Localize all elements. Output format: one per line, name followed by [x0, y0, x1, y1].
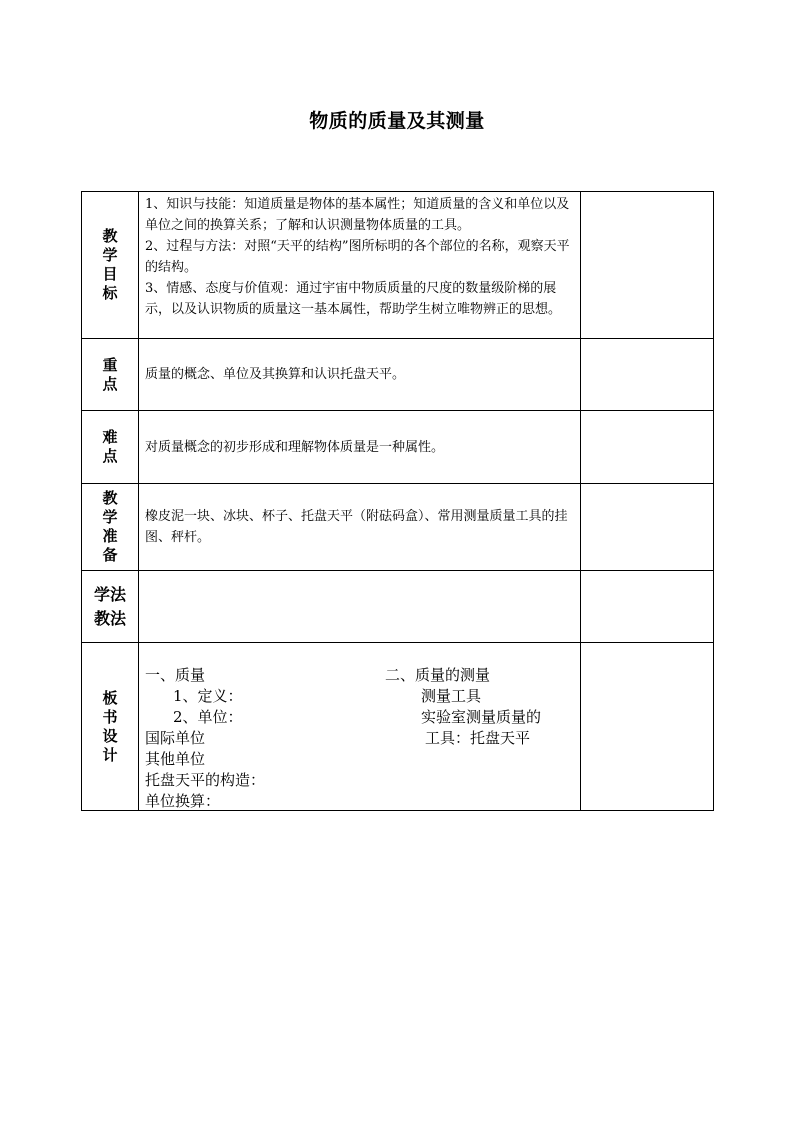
- row-board-design: [82, 643, 714, 811]
- label-board-design: 板书设计: [82, 643, 139, 811]
- notes-methods: [581, 571, 714, 643]
- objective-line-2: 2、过程与方法：对照“天平的结构”图所标明的各个部位的名称，观察天平的结构。: [145, 239, 570, 275]
- label-methods: 学法教法: [82, 571, 139, 643]
- board-left-2: 1、定义：: [173, 687, 243, 705]
- notes-board-design: [581, 643, 714, 811]
- content-key-points: 质量的概念、单位及其换算和认识托盘天平。: [139, 339, 581, 411]
- label-difficulties: 难点: [82, 411, 139, 484]
- content-objectives: [139, 192, 581, 339]
- content-methods: [139, 571, 581, 643]
- board-right-1: 二、质量的测量: [385, 666, 491, 684]
- row-difficulties: [82, 411, 714, 484]
- notes-difficulties: [581, 411, 714, 484]
- content-board-design: [139, 643, 581, 811]
- content-preparation: 橡皮泥一块、冰块、杯子、托盘天平（附砝码盒）、常用测量质量工具的挂图、秤杆。: [139, 484, 581, 571]
- page-title: 物质的质量及其测量: [309, 110, 485, 132]
- board-left-4: 国际单位: [145, 729, 206, 747]
- objective-line-3: 3、情感、态度与价值观：通过宇宙中物质质量的尺度的数量级阶梯的展示，以及认识物质的质量这一基本属性，帮助学生树立唯物辨正的思想。: [145, 281, 562, 317]
- label-preparation: 教学准备: [82, 484, 139, 571]
- notes-preparation: [581, 484, 714, 571]
- board-left-3: 2、单位：: [173, 708, 243, 726]
- content-difficulties: 对质量概念的初步形成和理解物体质量是一种属性。: [139, 411, 581, 484]
- lesson-plan-table: [81, 191, 714, 811]
- board-left-6: 托盘天平的构造：: [145, 771, 266, 789]
- objective-line-1: 1、知识与技能：知道质量是物体的基本属性；知道质量的含义和单位以及单位之间的换算关系；了解和认识测量物体质量的工具。: [145, 197, 570, 233]
- row-objectives: [82, 192, 714, 339]
- row-preparation: [82, 484, 714, 571]
- row-methods: [82, 571, 714, 643]
- notes-objectives: [581, 192, 714, 339]
- row-key-points: [82, 339, 714, 411]
- board-left-5: 其他单位: [145, 750, 206, 768]
- notes-key-points: [581, 339, 714, 411]
- board-left-1: 一、质量: [145, 666, 206, 684]
- board-right-4: 工具：托盘天平: [425, 729, 531, 747]
- label-key-points: 重点: [82, 339, 139, 411]
- board-right-3: 实验室测量质量的: [421, 708, 542, 726]
- board-right-2: 测量工具: [421, 687, 482, 705]
- board-left-7: 单位换算：: [145, 792, 221, 810]
- label-objectives: 教学目标: [82, 192, 139, 339]
